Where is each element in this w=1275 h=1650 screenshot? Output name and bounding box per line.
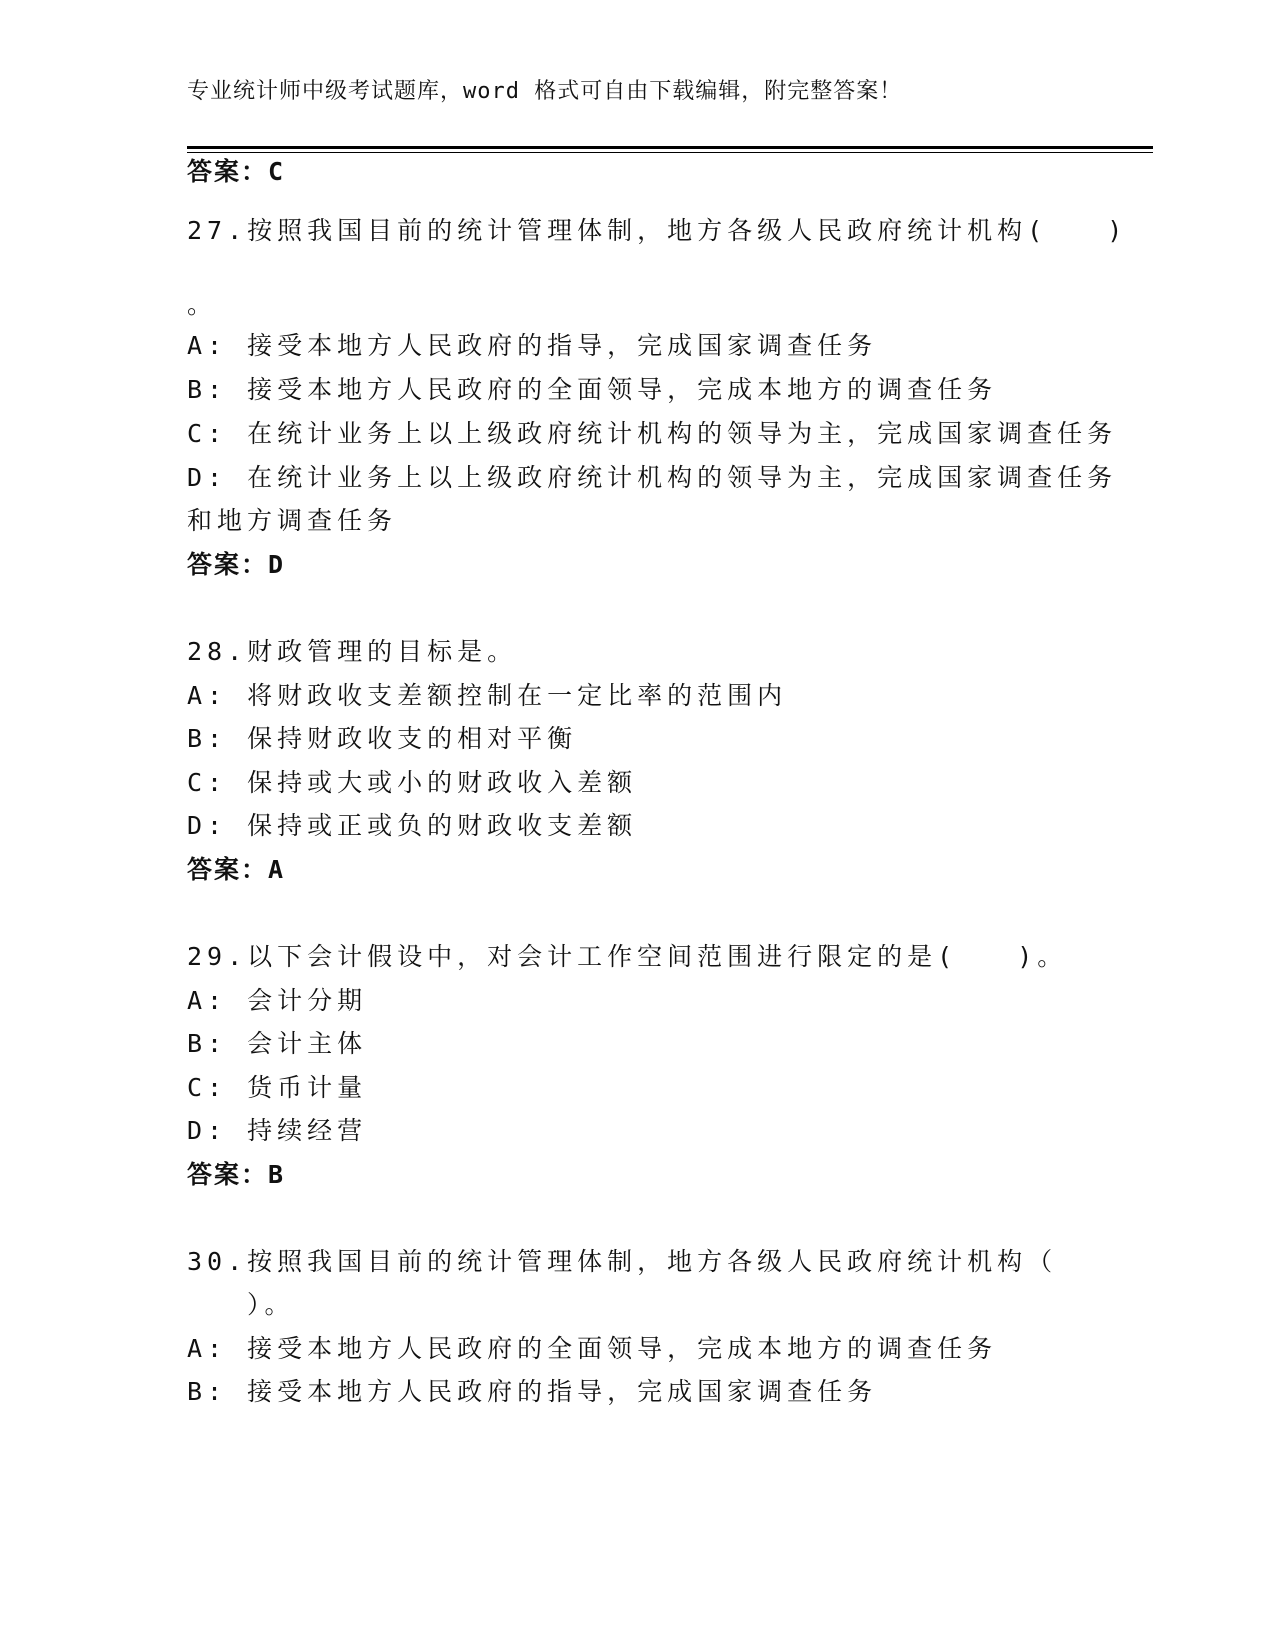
question-28-stem: 28.财政管理的目标是。 (187, 637, 518, 666)
question-30-option-b: B: 接受本地方人民政府的指导，完成国家调查任务 (187, 1377, 878, 1406)
question-27-stem-cont: 。 (187, 290, 218, 319)
page-header: 专业统计师中级考试题库，word 格式可自由下载编辑，附完整答案！ (187, 79, 903, 104)
question-27-option-d: D: 在统计业务上以上级政府统计机构的领导为主，完成国家调查任务 (187, 463, 1118, 492)
answer-27: 答案：D (187, 550, 286, 579)
question-30-stem-cont: ）。 (187, 1290, 295, 1319)
question-28-option-a: A: 将财政收支差额控制在一定比率的范围内 (187, 681, 788, 710)
answer-29: 答案：B (187, 1160, 286, 1189)
question-27-stem: 27.按照我国目前的统计管理体制，地方各级人民政府统计机构( ) (187, 216, 1128, 245)
header-rule-thin (187, 152, 1153, 153)
question-29-option-b: B: 会计主体 (187, 1029, 368, 1058)
question-30-stem: 30.按照我国目前的统计管理体制，地方各级人民政府统计机构（ (187, 1247, 1058, 1276)
question-27-option-d-cont: 和地方调查任务 (187, 506, 398, 535)
question-28-option-d: D: 保持或正或负的财政收支差额 (187, 811, 638, 840)
question-27-option-b: B: 接受本地方人民政府的全面领导，完成本地方的调查任务 (187, 375, 998, 404)
question-30-option-a: A: 接受本地方人民政府的全面领导，完成本地方的调查任务 (187, 1334, 998, 1363)
header-rule-thick (187, 146, 1153, 149)
question-29-option-a: A: 会计分期 (187, 986, 368, 1015)
question-29-option-d: D: 持续经营 (187, 1116, 368, 1145)
question-28-option-c: C: 保持或大或小的财政收入差额 (187, 768, 638, 797)
question-29-stem: 29.以下会计假设中，对会计工作空间范围进行限定的是( )。 (187, 942, 1068, 971)
question-28-option-b: B: 保持财政收支的相对平衡 (187, 724, 578, 753)
question-27-option-c: C: 在统计业务上以上级政府统计机构的领导为主，完成国家调查任务 (187, 419, 1118, 448)
answer-26: 答案：C (187, 157, 286, 186)
answer-28: 答案：A (187, 855, 286, 884)
question-29-option-c: C: 货币计量 (187, 1073, 368, 1102)
question-27-option-a: A: 接受本地方人民政府的指导，完成国家调查任务 (187, 331, 878, 360)
